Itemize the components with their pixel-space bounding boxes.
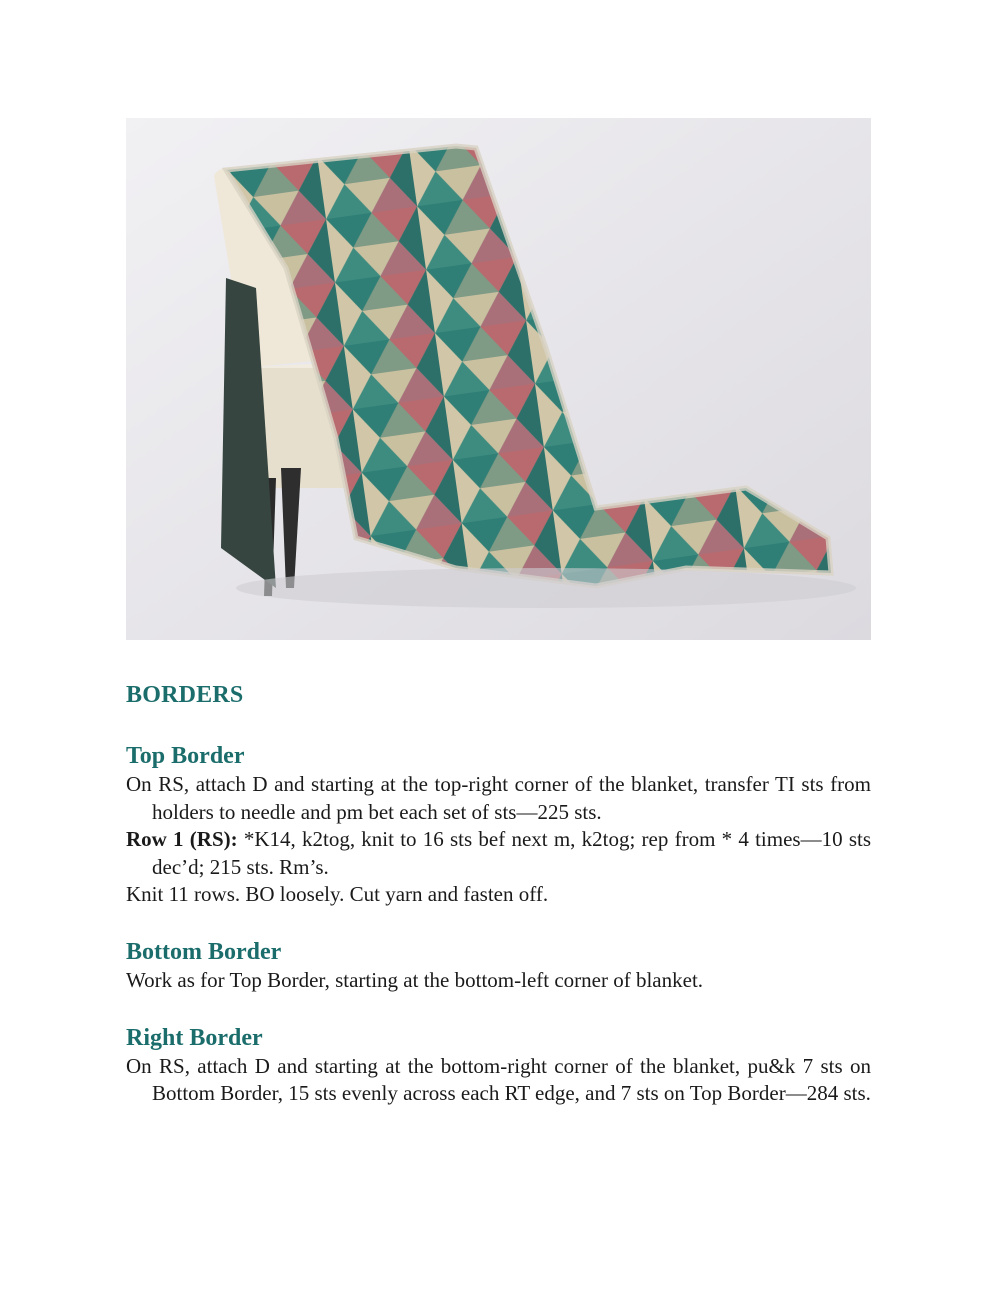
top-border-step-1: On RS, attach D and starting at the top-right corner of the blanket, transfer TI sts from holders to needle and pm bet each set of sts—225 sts. <box>126 772 871 824</box>
blanket-on-chair-image <box>126 118 871 640</box>
bottom-border-step-1: Work as for Top Border, starting at the bottom-left corner of blanket. <box>126 967 704 992</box>
row-1-text: *K14, k2tog, knit to 16 sts bef next m, k2tog; rep from * 4 times—10 sts dec’d; 215 sts. Rm’s. <box>152 827 872 879</box>
top-border-step-3: Knit 11 rows. BO loosely. Cut yarn and fasten off. <box>126 882 549 907</box>
top-border-row-1 <box>126 826 871 881</box>
right-border-step-1: On RS, attach D and starting at the bottom-right corner of the blanket, pu&k 7 sts on Bottom Border, 15 sts evenly across each RT edge, and 7 sts on Top Border—284 sts. <box>126 1053 871 1106</box>
row-1-label: Row 1 (RS): <box>126 827 238 852</box>
bottom-border-heading: Bottom Border <box>126 938 282 965</box>
blanket-photo <box>126 118 871 640</box>
top-border-heading: Top Border <box>126 743 245 769</box>
right-border-heading: Right Border <box>126 1024 263 1051</box>
section-heading-borders: BORDERS <box>126 682 244 708</box>
pattern-text <box>126 678 871 1108</box>
